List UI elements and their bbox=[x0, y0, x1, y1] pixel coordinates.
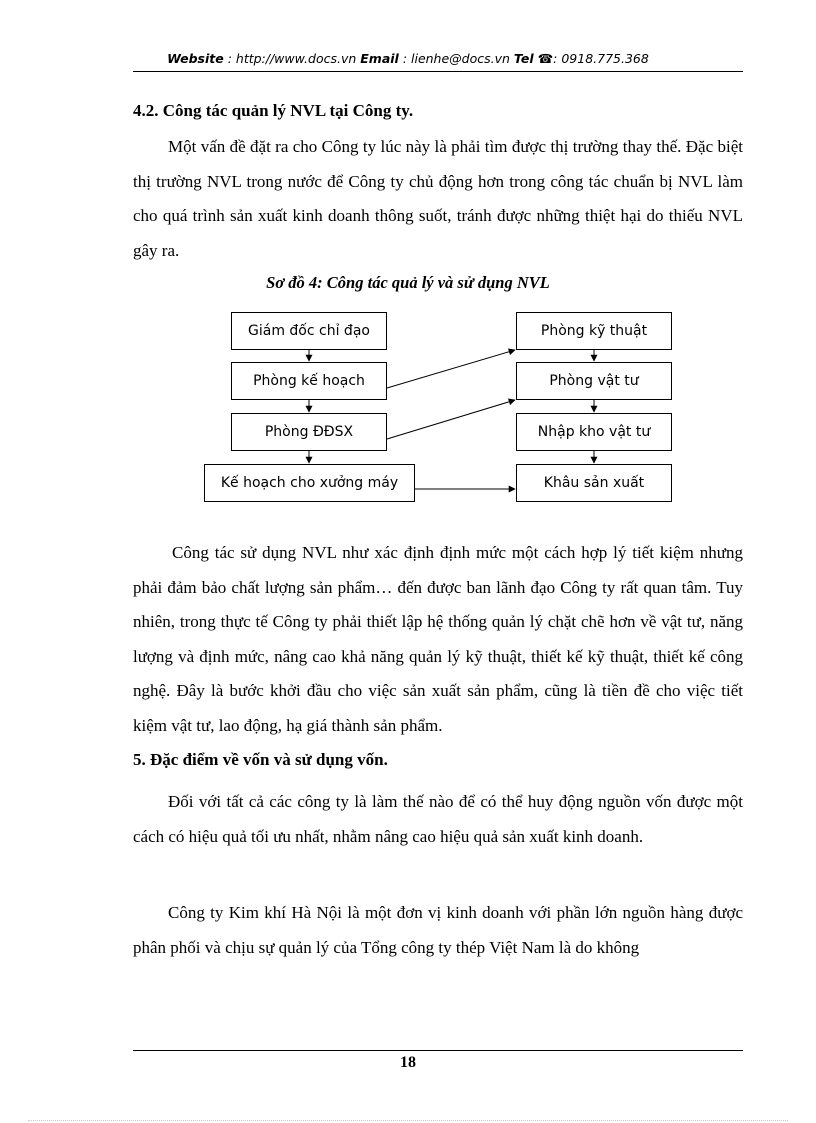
section-5-paragraph-2: Công ty Kim khí Hà Nội là một đơn vị kinh doanh với phần lớn nguồn hàng được phân phối và chịu sự quản lý của Tổng công ty thép Việt Nam là do không bbox=[133, 903, 743, 957]
section-4-2-paragraph: Một vấn đề đặt ra cho Công ty lúc này là phải tìm được thị trường thay thế. Đặc biệt thị trường NVL trong nước để Công ty chủ động hơn trong công tác chuẩn bị NVL làm cho quá trình sản xuất kinh doanh thông suốt, tránh được những thiệt hại do thiếu NVL gây ra. bbox=[133, 137, 743, 260]
box-khau-san-xuat: Khâu sản xuất bbox=[516, 464, 672, 502]
box-phong-ddsx: Phòng ĐĐSX bbox=[231, 413, 387, 451]
section-5-paragraph-1: Đối với tất cả các công ty là làm thế nào để có thể huy động nguồn vốn được một cách có hiệu quả tối ưu nhất, nhằm nâng cao hiệu quả sản xuất kinh doanh. bbox=[133, 792, 743, 846]
page-header bbox=[0, 51, 816, 66]
tel-label: Tel bbox=[513, 51, 534, 66]
box-phong-ke-hoach: Phòng kế hoạch bbox=[231, 362, 387, 400]
box-ke-hoach-cho-xuong-may: Kế hoạch cho xưởng máy bbox=[204, 464, 415, 502]
email-value: : lienhe@docs.vn bbox=[398, 51, 514, 66]
page-edge-dots bbox=[28, 1120, 788, 1121]
page-number: 18 bbox=[400, 1054, 416, 1071]
header-divider bbox=[133, 71, 743, 72]
tel-value: : 0918.775.368 bbox=[553, 51, 649, 66]
arrow-ke-hoach-to-ky-thuat bbox=[387, 350, 515, 388]
website-label: Website bbox=[167, 51, 224, 66]
usage-paragraph: Công tác sử dụng NVL như xác định định mức một cách hợp lý tiết kiệm nhưng phải đảm bảo chất lượng sản phẩm… đến được ban lãnh đạo Công ty rất quan tâm. Tuy nhiên, trong thực tế Công ty phải thiết lập hệ thống quản lý chặt chẽ hơn về vật tư, năng lượng và định mức, nâng cao khả năng quản lý kỹ thuật, thiết kế kỹ thuật, thiết kế công nghệ. Đây là bước khởi đầu cho việc sản xuất sản phẩm, cũng là tiền đề cho việc tiết kiệm vật tư, lao động, hạ giá thành sản phẩm. bbox=[133, 543, 743, 735]
phone-icon: ☎ bbox=[537, 51, 554, 66]
footer-divider bbox=[133, 1050, 743, 1051]
box-giam-doc-chi-dao: Giám đốc chỉ đạo bbox=[231, 312, 387, 350]
box-nhap-kho-vat-tu: Nhập kho vật tư bbox=[516, 413, 672, 451]
website-value: : http://www.docs.vn bbox=[223, 51, 361, 66]
arrow-ddsx-to-vat-tu bbox=[387, 400, 515, 439]
section-5-heading: 5. Đặc điểm về vốn và sử dụng vốn. bbox=[133, 750, 388, 769]
email-label: Email bbox=[360, 51, 399, 66]
box-phong-vat-tu: Phòng vật tư bbox=[516, 362, 672, 400]
box-phong-ky-thuat: Phòng kỹ thuật bbox=[516, 312, 672, 350]
diagram-caption: Sơ đồ 4: Công tác quả lý và sử dụng NVL bbox=[266, 273, 550, 292]
section-4-2-heading: 4.2. Công tác quản lý NVL tại Công ty. bbox=[133, 101, 414, 120]
